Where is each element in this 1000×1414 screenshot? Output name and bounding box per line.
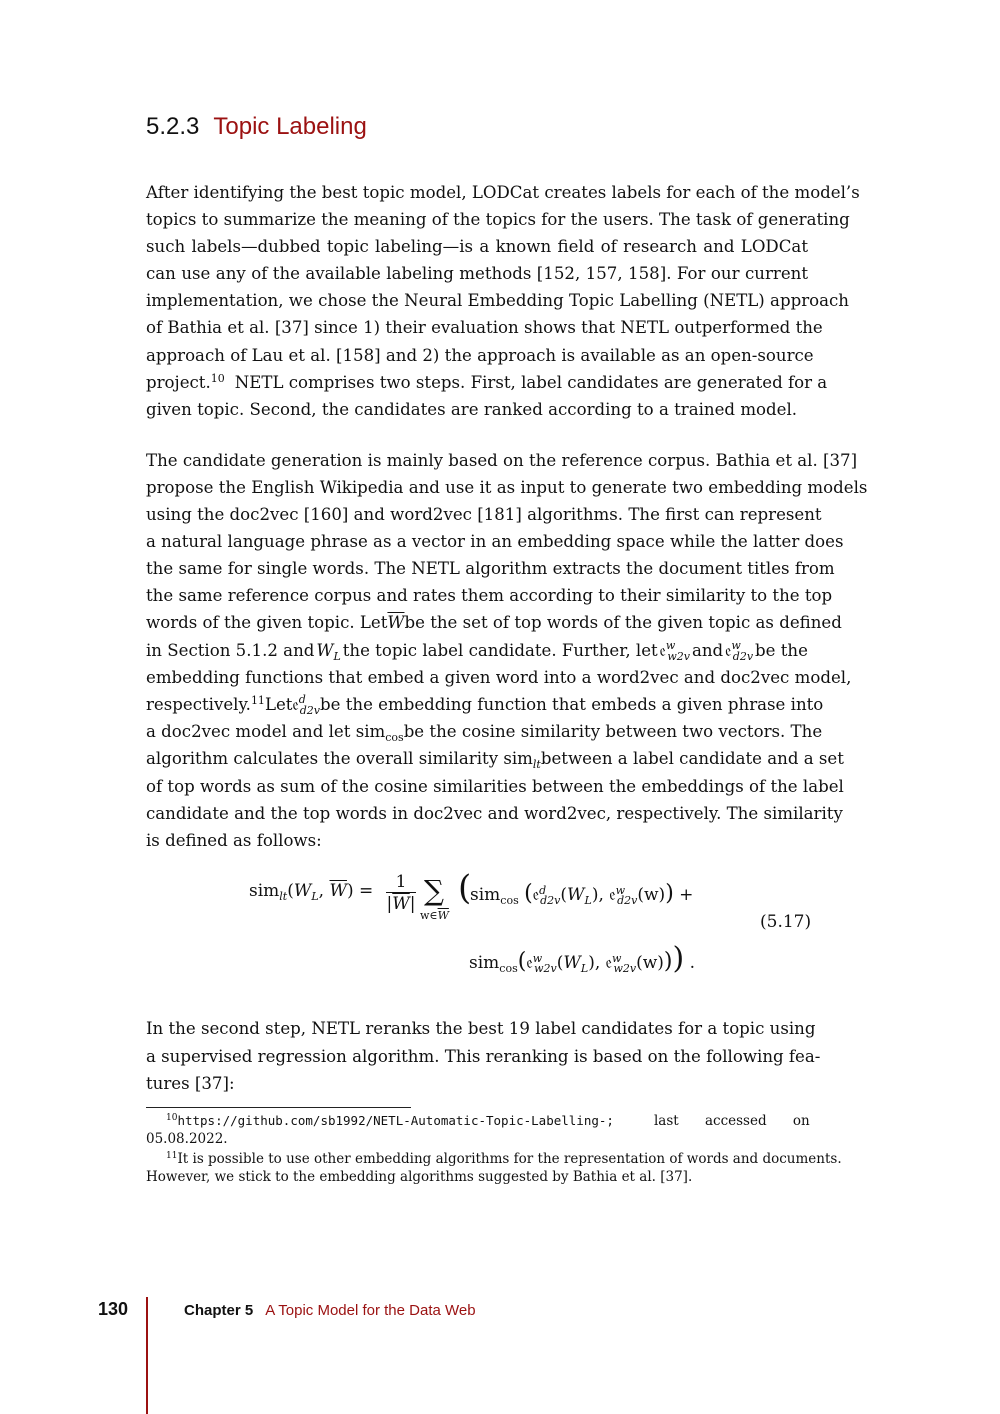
p2-line12-a: algorithm calculates the overall similarity sim [146,749,533,768]
paragraph-3-line-3: tures [37]: [146,1074,235,1093]
equation-sum-index: $w\in\overline{W}$ [420,909,449,922]
p1-line8-start [146,372,225,394]
footer-chapter [184,1302,476,1319]
paragraph-2-line-7 [146,612,842,634]
paragraph-1-line-1: After identifying the best topic model, LODCat creates labels for each of the model’s [146,183,860,202]
paragraph-1-line-9: given topic. Second, the candidates are ranked according to a trained model. [146,400,798,419]
footnote-10-url[interactable]: https://github.com/sb1992/NETL-Automatic-Topic-Labelling-; [177,1113,614,1128]
paragraph-2-line-10 [146,693,824,717]
symbol-e-w2v: 𝔢$^w_{w2v}$ [659,639,690,663]
equation-big-paren-open: ( [458,868,472,908]
footnote-10-date: 05.08.2022. [146,1131,228,1147]
p2-line11-sub: cos [385,731,404,744]
p2-line10-c: be the embedding function that embeds a given phrase into [320,695,824,714]
footer-divider [146,1297,148,1414]
paragraph-3-line-1: In the second step, NETL reranks the best 19 label candidates for a topic using [146,1019,816,1038]
sub-lt: lt [532,758,541,771]
section-heading [146,113,367,141]
p2-line11-b: be the cosine similarity between two vectors. The [403,722,823,741]
paragraph-2-line-12 [146,748,844,771]
footer-chapter-title[interactable]: A Topic Model for the Data Web [265,1302,476,1319]
equation-term-1: sim$_{cos}$ ($𝔢^d_{d2v}(W_L)$, 𝔢$^w_{d2v}$(w)) + [470,881,694,907]
p1-line8-rest: NETL comprises two steps. First, label candidates are generated for a [234,373,828,392]
paragraph-1-line-7: approach of Lau et al. [158] and 2) the approach is available as an open-source [146,346,814,365]
p2-line10-b: Let [264,695,293,714]
p2-line7-a: words of the given topic. Let [146,613,388,632]
footnote-ref-11[interactable]: 11 [250,694,265,707]
paragraph-1-line-5: implementation, we chose the Neural Embedding Topic Labelling (NETL) approach [146,291,849,310]
equation-lhs: $sim_{lt}(W_L$, $\overline{W}$) = [249,881,374,903]
p2-line12-a-wrap [146,748,541,770]
paragraph-1-line-8 [146,372,828,394]
footnote-10-text: last accessed on [653,1113,810,1129]
equation-sum-sign: ∑ [424,874,444,907]
footnote-ref-10[interactable]: 10 [210,372,225,385]
footnote-11-line-1 [146,1150,842,1168]
footer-chapter-label: Chapter 5 [184,1302,254,1319]
paragraph-2-line-2: propose the English Wikipedia and use it as input to generate two embedding models [146,478,868,497]
paragraph-2-line-13: of top words as sum of the cosine similarities between the embeddings of the label [146,777,844,796]
paragraph-2-line-14: candidate and the top words in doc2vec and word2vec, respectively. The similarity [146,804,843,823]
p2-line8-d: be the [755,641,808,660]
p2-line10-a-wrap [146,694,265,716]
symbol-w-l: $W_L$ [316,641,341,663]
footnote-11-text-1: It is possible to use other embedding algorithms for the representation of words and documents. [177,1151,842,1167]
symbol-e-d2v-d: 𝔢$^d_{d2v}$ [292,693,320,717]
paragraph-3-line-2: a supervised regression algorithm. This reranking is based on the following fea- [146,1047,821,1066]
page-number: 130 [98,1299,129,1319]
section-number: 5.2.3 [146,113,200,140]
footnote-rule [146,1107,411,1108]
paragraph-2-line-5: the same for single words. The NETL algorithm extracts the document titles from [146,559,835,578]
paragraph-1-line-2: topics to summarize the meaning of the topics for the users. The task of generating [146,210,850,229]
symbol-w-bar: $\overline{W}$ [387,613,405,632]
paragraph-2-line-3: using the doc2vec [160] and word2vec [181] algorithms. The first can represent [146,505,822,524]
p2-line11-a-wrap [146,721,404,743]
footnote-10-mark: 10 [166,1113,178,1123]
p2-line11-a: a doc2vec model and let sim [146,722,386,741]
paragraph-1-line-4: can use any of the available labeling methods [152, 157, 158]. For our current [146,264,808,283]
paragraph-2-line-6: the same reference corpus and rates them according to their similarity to the top [146,586,833,605]
footnote-10 [146,1112,808,1130]
symbol-e-d2v-w: 𝔢$^w_{d2v}$ [725,639,754,663]
equation-term-2: $sim_{cos}(𝔢^w_{w2v}(W_L)$, 𝔢$^w_{w2v}$(w))) . [469,941,696,976]
paragraph-2-line-4: a natural language phrase as a vector in an embedding space while the latter does [146,532,844,551]
paragraph-2-line-1: The candidate generation is mainly based on the reference corpus. Bathia et al. [37] [146,451,858,470]
footnote-11-line-2: However, we stick to the embedding algorithms suggested by Bathia et al. [37]. [146,1169,693,1185]
p2-line8-c: and [691,641,724,660]
p2-line7-b: be the set of top words of the given topic as defined [404,613,842,632]
footnote-11-mark: 11 [166,1151,178,1161]
section-title: Topic Labeling [213,113,367,140]
p2-line10-a: respectively. [146,695,251,714]
p2-line8-b: the topic label candidate. Further, let [342,641,658,660]
paragraph-2-line-8 [146,640,808,662]
p1-line8-start-text: project. [146,373,211,392]
equation-number: (5.17) [760,912,812,932]
paragraph-2-line-9: embedding functions that embed a given word into a word2vec and doc2vec model, [146,668,852,687]
p2-line12-b: between a label candidate and a set [540,749,844,768]
p2-line8-a: in Section 5.1.2 and [146,641,315,660]
footnote-10-link-wrap [146,1112,614,1130]
paragraph-2-line-11 [146,721,823,744]
paragraph-1-line-3: such labels—dubbed topic labeling—is a known field of research and LODCat [146,237,808,256]
equation-fraction: 1 $|\overline{W}|$ [386,872,416,914]
paragraph-2-line-15: is defined as follows: [146,831,322,850]
paragraph-1-line-6: of Bathia et al. [37] since 1) their evaluation shows that NETL outperformed the [146,318,823,337]
